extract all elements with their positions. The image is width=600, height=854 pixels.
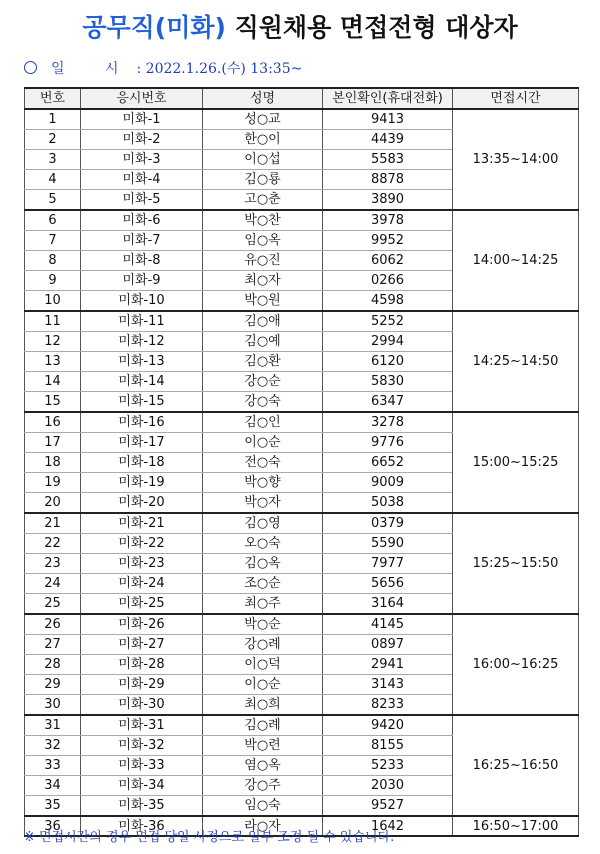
- footer-note: ※ 면접시간의 경우 면접 당일 사정으로 일부 조정 될 수 있습니다.: [24, 830, 395, 845]
- applicant-name: 박○원: [203, 291, 323, 312]
- date-value: : 2022.1.26.(수) 13:35~: [136, 61, 303, 77]
- applicant-id: 미화-5: [81, 190, 203, 211]
- row-number: 35: [25, 796, 81, 817]
- applicant-name: 라○자: [203, 816, 323, 836]
- phone-last4: 5038: [323, 493, 453, 514]
- phone-last4: 8878: [323, 170, 453, 190]
- applicant-id: 미화-4: [81, 170, 203, 190]
- applicant-name: 김○인: [203, 412, 323, 433]
- applicant-id: 미화-19: [81, 473, 203, 493]
- applicant-id: 미화-7: [81, 231, 203, 251]
- row-number: 22: [25, 534, 81, 554]
- phone-last4: 5233: [323, 756, 453, 776]
- row-number: 23: [25, 554, 81, 574]
- table-body: [25, 109, 579, 836]
- row-number: 19: [25, 473, 81, 493]
- row-number: 13: [25, 352, 81, 372]
- column-header: 본인확인(휴대전화): [323, 88, 453, 109]
- applicant-name: 유○진: [203, 251, 323, 271]
- applicant-id: 미화-10: [81, 291, 203, 312]
- applicant-id: 미화-28: [81, 655, 203, 675]
- interview-time: 16:00~16:25: [453, 614, 579, 715]
- applicant-id: 미화-30: [81, 695, 203, 716]
- interview-time: 16:50~17:00: [453, 816, 579, 836]
- phone-last4: 2994: [323, 332, 453, 352]
- phone-last4: 5656: [323, 574, 453, 594]
- table-row: [25, 109, 579, 130]
- interview-time: 16:25~16:50: [453, 715, 579, 816]
- applicant-name: 김○옥: [203, 554, 323, 574]
- row-number: 25: [25, 594, 81, 615]
- table-row: [25, 614, 579, 635]
- row-number: 17: [25, 433, 81, 453]
- applicant-id: 미화-12: [81, 332, 203, 352]
- applicant-name: 최○희: [203, 695, 323, 716]
- applicant-id: 미화-11: [81, 311, 203, 332]
- row-number: 27: [25, 635, 81, 655]
- row-number: 12: [25, 332, 81, 352]
- row-number: 16: [25, 412, 81, 433]
- applicant-name: 임○숙: [203, 796, 323, 817]
- applicant-id: 미화-27: [81, 635, 203, 655]
- applicant-id: 미화-14: [81, 372, 203, 392]
- column-header: 번호: [25, 88, 81, 109]
- column-header: 면접시간: [453, 88, 579, 109]
- applicant-name: 이○덕: [203, 655, 323, 675]
- applicant-name: 조○순: [203, 574, 323, 594]
- applicant-id: 미화-8: [81, 251, 203, 271]
- applicant-name: 강○주: [203, 776, 323, 796]
- interview-time: 14:00~14:25: [453, 210, 579, 311]
- row-number: 36: [25, 816, 81, 836]
- phone-last4: 9420: [323, 715, 453, 736]
- phone-last4: 0897: [323, 635, 453, 655]
- row-number: 20: [25, 493, 81, 514]
- phone-last4: 4439: [323, 130, 453, 150]
- table-row: [25, 210, 579, 231]
- phone-last4: 2941: [323, 655, 453, 675]
- row-number: 5: [25, 190, 81, 211]
- row-number: 18: [25, 453, 81, 473]
- page-title-rest: 직원채용 면접전형 대상자: [225, 13, 518, 42]
- row-number: 28: [25, 655, 81, 675]
- applicant-name: 박○자: [203, 493, 323, 514]
- interview-time: 13:35~14:00: [453, 109, 579, 210]
- phone-last4: 1642: [323, 816, 453, 836]
- applicant-id: 미화-34: [81, 776, 203, 796]
- phone-last4: 6120: [323, 352, 453, 372]
- applicant-id: 미화-26: [81, 614, 203, 635]
- phone-last4: 5590: [323, 534, 453, 554]
- table-header-row: [25, 88, 579, 109]
- row-number: 32: [25, 736, 81, 756]
- applicant-id: 미화-2: [81, 130, 203, 150]
- applicant-id: 미화-31: [81, 715, 203, 736]
- row-number: 10: [25, 291, 81, 312]
- applicant-id: 미화-1: [81, 109, 203, 130]
- row-number: 34: [25, 776, 81, 796]
- applicant-name: 강○례: [203, 635, 323, 655]
- phone-last4: 7977: [323, 554, 453, 574]
- interview-time: 15:25~15:50: [453, 513, 579, 614]
- applicant-name: 한○이: [203, 130, 323, 150]
- applicant-id: 미화-23: [81, 554, 203, 574]
- phone-last4: 9776: [323, 433, 453, 453]
- row-number: 29: [25, 675, 81, 695]
- row-number: 7: [25, 231, 81, 251]
- applicant-name: 김○환: [203, 352, 323, 372]
- applicant-name: 오○숙: [203, 534, 323, 554]
- date-label: 일 시: [51, 61, 137, 77]
- phone-last4: 6347: [323, 392, 453, 413]
- phone-last4: 3164: [323, 594, 453, 615]
- phone-last4: 5583: [323, 150, 453, 170]
- applicant-name: 전○숙: [203, 453, 323, 473]
- applicant-name: 강○숙: [203, 392, 323, 413]
- row-number: 6: [25, 210, 81, 231]
- applicant-id: 미화-32: [81, 736, 203, 756]
- phone-last4: 3278: [323, 412, 453, 433]
- row-number: 4: [25, 170, 81, 190]
- applicant-id: 미화-24: [81, 574, 203, 594]
- applicant-id: 미화-29: [81, 675, 203, 695]
- applicant-name: 김○애: [203, 311, 323, 332]
- phone-last4: 9952: [323, 231, 453, 251]
- row-number: 9: [25, 271, 81, 291]
- applicant-id: 미화-18: [81, 453, 203, 473]
- applicant-name: 김○룡: [203, 170, 323, 190]
- applicant-name: 이○섭: [203, 150, 323, 170]
- applicant-id: 미화-15: [81, 392, 203, 413]
- row-number: 24: [25, 574, 81, 594]
- applicant-name: 박○순: [203, 614, 323, 635]
- page-title: [0, 8, 600, 44]
- table-row: [25, 513, 579, 534]
- circle-bullet-icon: [24, 61, 37, 74]
- row-number: 21: [25, 513, 81, 534]
- phone-last4: 2030: [323, 776, 453, 796]
- phone-last4: 9527: [323, 796, 453, 817]
- phone-last4: 3143: [323, 675, 453, 695]
- row-number: 3: [25, 150, 81, 170]
- applicant-name: 최○자: [203, 271, 323, 291]
- applicant-id: 미화-22: [81, 534, 203, 554]
- applicant-name: 최○주: [203, 594, 323, 615]
- phone-last4: 6062: [323, 251, 453, 271]
- applicant-id: 미화-20: [81, 493, 203, 514]
- phone-last4: 8155: [323, 736, 453, 756]
- phone-last4: 0266: [323, 271, 453, 291]
- row-number: 31: [25, 715, 81, 736]
- phone-last4: 5830: [323, 372, 453, 392]
- phone-last4: 3978: [323, 210, 453, 231]
- interview-time: 15:00~15:25: [453, 412, 579, 513]
- phone-last4: 6652: [323, 453, 453, 473]
- applicant-id: 미화-17: [81, 433, 203, 453]
- applicant-id: 미화-13: [81, 352, 203, 372]
- applicant-id: 미화-25: [81, 594, 203, 615]
- phone-last4: 3890: [323, 190, 453, 211]
- phone-last4: 4145: [323, 614, 453, 635]
- applicant-id: 미화-9: [81, 271, 203, 291]
- row-number: 33: [25, 756, 81, 776]
- candidate-table: [24, 87, 579, 837]
- column-header: 성명: [203, 88, 323, 109]
- interview-time: 14:25~14:50: [453, 311, 579, 412]
- row-number: 1: [25, 109, 81, 130]
- applicant-name: 성○교: [203, 109, 323, 130]
- row-number: 15: [25, 392, 81, 413]
- phone-last4: 9413: [323, 109, 453, 130]
- row-number: 14: [25, 372, 81, 392]
- phone-last4: 8233: [323, 695, 453, 716]
- applicant-name: 박○향: [203, 473, 323, 493]
- applicant-name: 박○찬: [203, 210, 323, 231]
- row-number: 11: [25, 311, 81, 332]
- applicant-name: 강○순: [203, 372, 323, 392]
- table-row: [25, 412, 579, 433]
- row-number: 26: [25, 614, 81, 635]
- applicant-name: 고○춘: [203, 190, 323, 211]
- phone-last4: 5252: [323, 311, 453, 332]
- applicant-id: 미화-36: [81, 816, 203, 836]
- applicant-id: 미화-33: [81, 756, 203, 776]
- applicant-name: 임○옥: [203, 231, 323, 251]
- applicant-id: 미화-6: [81, 210, 203, 231]
- column-header: 응시번호: [81, 88, 203, 109]
- applicant-name: 김○영: [203, 513, 323, 534]
- applicant-id: 미화-21: [81, 513, 203, 534]
- applicant-name: 염○옥: [203, 756, 323, 776]
- table-row: [25, 715, 579, 736]
- phone-last4: 9009: [323, 473, 453, 493]
- applicant-id: 미화-35: [81, 796, 203, 817]
- applicant-name: 김○예: [203, 332, 323, 352]
- phone-last4: 4598: [323, 291, 453, 312]
- schedule-line: [24, 58, 302, 78]
- applicant-name: 이○순: [203, 433, 323, 453]
- applicant-name: 김○례: [203, 715, 323, 736]
- table-row: [25, 311, 579, 332]
- page-title-accent: 공무직(미화): [82, 13, 226, 42]
- applicant-id: 미화-16: [81, 412, 203, 433]
- row-number: 2: [25, 130, 81, 150]
- phone-last4: 0379: [323, 513, 453, 534]
- row-number: 30: [25, 695, 81, 716]
- applicant-id: 미화-3: [81, 150, 203, 170]
- applicant-name: 박○련: [203, 736, 323, 756]
- applicant-name: 이○순: [203, 675, 323, 695]
- row-number: 8: [25, 251, 81, 271]
